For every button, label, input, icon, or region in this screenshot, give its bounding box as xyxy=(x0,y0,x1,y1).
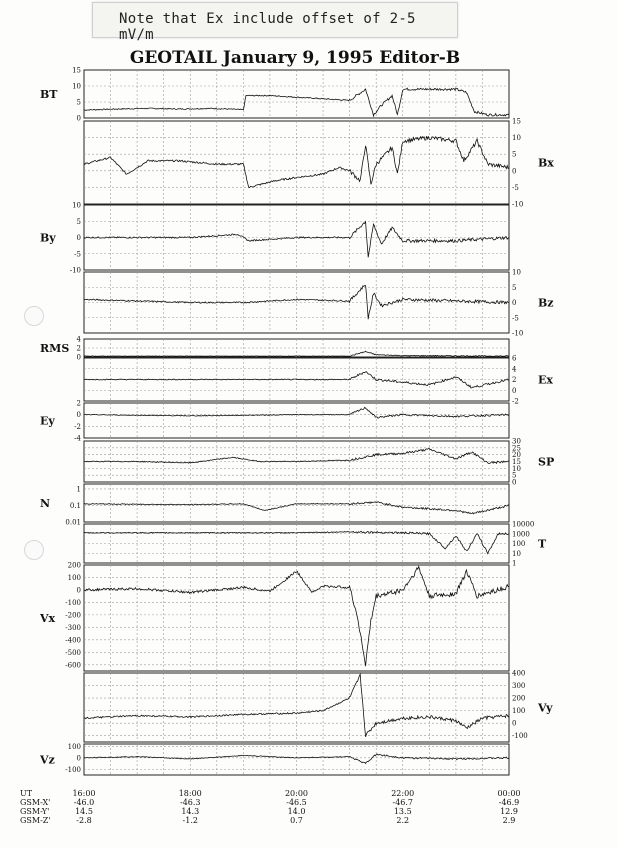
panel-n xyxy=(40,484,509,527)
y-tick-label: 200 xyxy=(67,561,81,570)
y-tick-label: -2 xyxy=(74,422,81,431)
panel-t xyxy=(84,521,547,568)
y-tick-label: 0 xyxy=(512,167,517,176)
y-tick-label: 10 xyxy=(512,134,521,143)
offset-note: Note that Ex include offset of 2-5 mV/m xyxy=(119,11,416,43)
panel-label-bt: BT xyxy=(40,88,58,101)
y-tick-label: -600 xyxy=(65,661,81,670)
y-tick-label: 10 xyxy=(512,464,521,473)
y-tick-label: 5 xyxy=(76,217,81,226)
y-tick-label: -300 xyxy=(65,623,81,632)
y-tick-label: 0 xyxy=(76,754,81,763)
panel-vy xyxy=(84,670,553,743)
ephemeris-label: GSM-Z' xyxy=(20,816,51,825)
panel-label-ex: Ex xyxy=(538,373,553,387)
y-tick-label: 10 xyxy=(512,549,521,558)
ephemeris-value: -46.0 xyxy=(73,798,95,807)
y-tick-label: 100 xyxy=(512,540,526,548)
y-tick-label: 30 xyxy=(512,437,521,446)
panel-ex xyxy=(84,355,553,406)
y-tick-label: -5 xyxy=(74,250,81,259)
ephemeris-value: 2.9 xyxy=(502,816,516,825)
ephemeris-value: 13.5 xyxy=(393,807,412,816)
panel-label-sp: SP xyxy=(538,455,555,469)
ephemeris-value: 0.7 xyxy=(290,816,303,825)
y-tick-label: 5 xyxy=(512,471,517,480)
y-tick-label: -10 xyxy=(512,200,524,209)
y-tick-label: 1000 xyxy=(512,530,530,539)
panel-sp xyxy=(84,438,554,487)
panel-label-by: By xyxy=(40,231,56,245)
panel-label-ey: Ey xyxy=(40,414,55,428)
y-tick-label: 6 xyxy=(512,354,517,363)
y-tick-label: 1 xyxy=(512,559,517,568)
y-tick-label: -500 xyxy=(65,648,81,657)
y-tick-label: 100 xyxy=(512,707,526,716)
y-tick-label: 4 xyxy=(76,335,81,344)
y-tick-label: -5 xyxy=(512,314,519,323)
y-tick-label: 15 xyxy=(512,117,521,126)
ephemeris-value: -2.8 xyxy=(76,816,92,825)
y-tick-label: 5 xyxy=(512,283,517,292)
y-tick-label: 100 xyxy=(67,742,81,751)
y-tick-label: -100 xyxy=(65,765,81,774)
panel-label-vz: Vz xyxy=(40,753,55,767)
ephemeris-value: 2.2 xyxy=(396,816,410,825)
time-tick-label: 16:00 xyxy=(72,789,96,798)
y-tick-label: -100 xyxy=(512,732,528,741)
ephemeris-value: -46.3 xyxy=(179,798,201,807)
y-tick-label: 0 xyxy=(512,478,517,487)
series-line-by xyxy=(84,222,509,258)
time-tick-label: 20:00 xyxy=(284,789,309,798)
ephemeris-value: -46.7 xyxy=(392,798,414,807)
ephemeris-label: GSM-X' xyxy=(20,798,51,807)
time-tick-label: 22:00 xyxy=(391,789,415,798)
panel-label-rms: RMS xyxy=(40,342,70,355)
y-tick-label: -10 xyxy=(69,266,81,275)
y-tick-label: -4 xyxy=(74,434,81,443)
y-tick-label: 5 xyxy=(76,98,81,107)
ephemeris-value: 12.9 xyxy=(500,807,518,816)
y-tick-label: 4 xyxy=(512,365,517,374)
panel-label-bx: Bx xyxy=(538,156,554,170)
y-tick-label: 10000 xyxy=(512,520,535,529)
ephemeris-value: 14.5 xyxy=(75,807,93,816)
y-tick-label: 0 xyxy=(76,586,81,595)
panel-bt xyxy=(40,67,509,123)
ephemeris-value: 14.0 xyxy=(287,807,306,816)
y-tick-label: 0 xyxy=(76,234,81,242)
y-tick-label: 1 xyxy=(76,485,81,494)
panel-label-vx: Vx xyxy=(40,612,56,625)
panel-vx xyxy=(39,562,509,672)
series-line-vz xyxy=(84,754,509,764)
y-tick-label: 20 xyxy=(512,451,521,460)
y-tick-label: -2 xyxy=(512,397,519,406)
y-tick-label: -5 xyxy=(512,183,519,192)
ephemeris-value: -1.2 xyxy=(182,816,198,825)
ephemeris-value: -46.5 xyxy=(286,798,307,807)
y-tick-label: 5 xyxy=(512,150,517,159)
panel-label-vy: Vy xyxy=(538,701,553,715)
ephemeris-value: 14.3 xyxy=(181,807,200,816)
y-tick-label: 0 xyxy=(76,353,81,362)
panel-vz xyxy=(39,743,509,775)
y-tick-label: -400 xyxy=(65,636,81,645)
y-tick-label: 200 xyxy=(512,694,526,703)
panel-bz xyxy=(84,269,554,338)
panel-frame xyxy=(84,673,509,742)
y-tick-label: 10 xyxy=(72,201,81,210)
y-tick-label: 300 xyxy=(512,682,526,691)
time-tick-label: 00:00 xyxy=(497,789,521,798)
ut-axis-label: UT xyxy=(20,789,33,798)
panel-label-bz: Bz xyxy=(538,296,554,310)
panel-bx xyxy=(84,118,554,209)
y-tick-label: 10 xyxy=(72,82,81,91)
panel-ey xyxy=(40,400,509,443)
y-tick-label: 100 xyxy=(67,573,81,582)
y-tick-label: 0 xyxy=(512,719,517,728)
time-tick-label: 18:00 xyxy=(178,789,202,798)
y-tick-label: 0.01 xyxy=(65,518,81,527)
series-line-t xyxy=(84,531,509,553)
y-tick-label: 400 xyxy=(512,669,526,678)
y-tick-label: -100 xyxy=(65,598,81,607)
y-tick-label: 15 xyxy=(72,66,81,75)
y-tick-label: 0 xyxy=(76,411,81,420)
ephemeris-value: -46.9 xyxy=(498,798,520,807)
y-tick-label: 10 xyxy=(512,268,521,277)
y-tick-label: 2 xyxy=(76,344,81,353)
y-tick-label: -200 xyxy=(65,611,81,620)
ephemeris-label: GSM-Y' xyxy=(20,807,50,816)
y-tick-label: 0.1 xyxy=(69,501,81,510)
panel-by xyxy=(40,202,509,275)
y-tick-label: 25 xyxy=(512,444,521,453)
panel-label-t: T xyxy=(538,537,547,551)
y-tick-label: -10 xyxy=(512,329,524,338)
y-tick-label: 0 xyxy=(76,114,81,123)
panel-label-n: N xyxy=(40,497,51,510)
chart-title: GEOTAIL January 9, 1995 Editor-B xyxy=(129,48,461,68)
y-tick-label: 15 xyxy=(512,458,521,466)
y-tick-label: 2 xyxy=(76,399,81,408)
y-tick-label: 0 xyxy=(512,386,517,395)
y-tick-label: 2 xyxy=(512,376,517,384)
y-tick-label: 0 xyxy=(512,299,517,307)
